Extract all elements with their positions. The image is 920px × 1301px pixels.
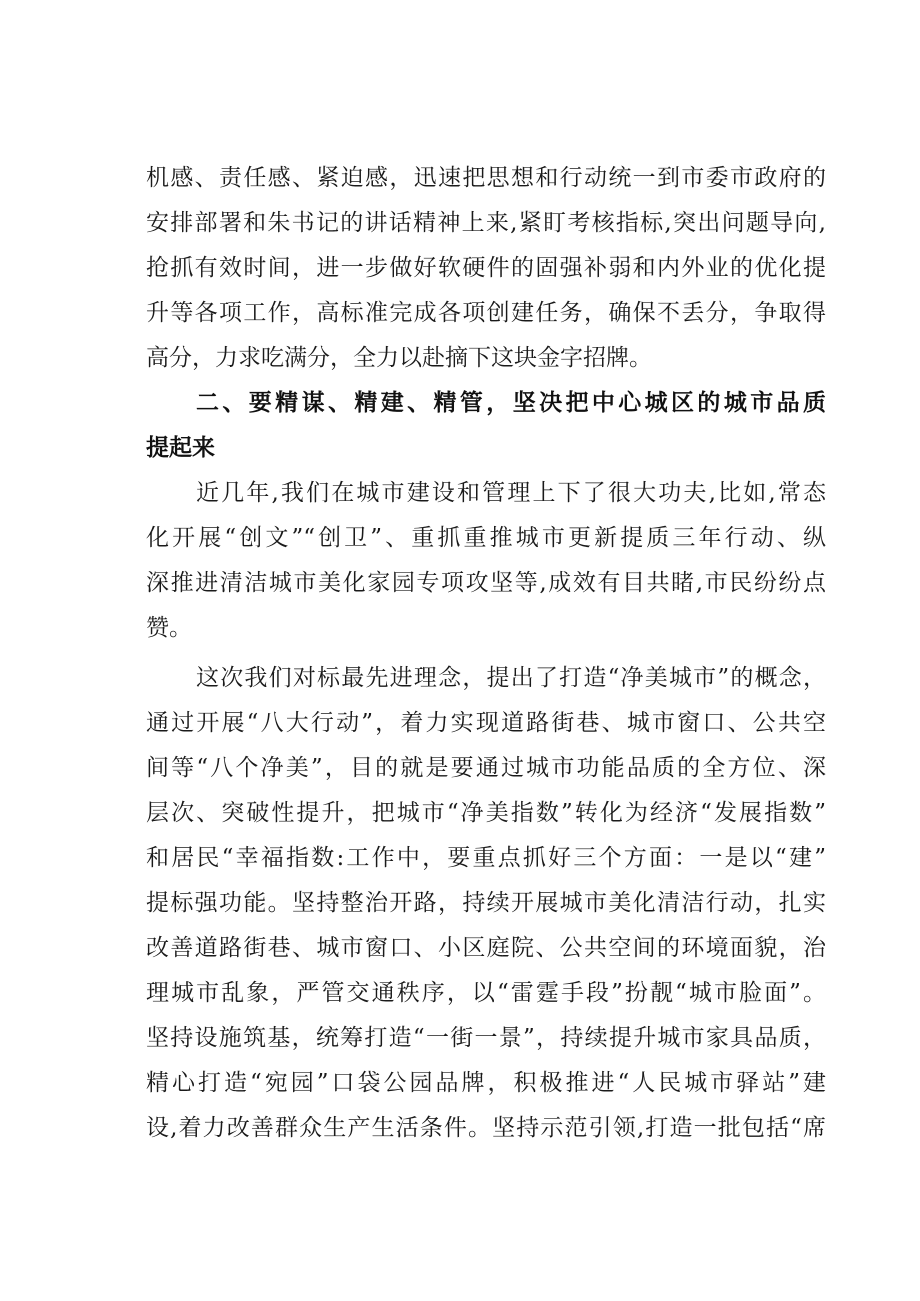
- body-text-line: 和居民“幸福指数:工作中，要重点抓好三个方面：一是以“建”: [146, 845, 826, 871]
- body-text-line: 近几年,我们在城市建设和管理上下了很大功夫,比如,常态: [196, 480, 826, 506]
- body-text-line: 提标强功能。坚持整治开路，持续开展城市美化清洁行动，扎实: [146, 890, 826, 916]
- body-text-line: 赞。: [146, 615, 192, 641]
- body-text-line: 间等“八个净美”，目的就是要通过城市功能品质的全方位、深: [146, 755, 826, 781]
- body-text-line: 抢抓有效时间，进一步做好软硬件的固强补弱和内外业的优化提: [146, 255, 826, 281]
- body-text-line: 通过开展“八大行动”，着力实现道路街巷、城市窗口、公共空: [146, 710, 826, 736]
- body-text-line: 理城市乱象，严管交通秩序，以“雷霆手段”扮靓“城市脸面”。: [146, 980, 826, 1006]
- body-text-line: 高分，力求吃满分，全力以赴摘下这块金字招牌。: [146, 345, 652, 371]
- body-text-line: 安排部署和朱书记的讲话精神上来,紧盯考核指标,突出问题导向,: [146, 210, 826, 236]
- body-text-line: 这次我们对标最先进理念，提出了打造“净美城市”的概念，: [196, 665, 826, 691]
- body-text-line: 坚持设施筑基，统筹打造“一街一景”，持续提升城市家具品质，: [146, 1025, 826, 1051]
- body-text-line: 升等各项工作，高标准完成各项创建任务，确保不丢分，争取得: [146, 300, 826, 326]
- body-text-line: 机感、责任感、紧迫感，迅速把思想和行动统一到市委市政府的: [146, 165, 826, 191]
- body-text-line: 改善道路街巷、城市窗口、小区庭院、公共空间的环境面貌，治: [146, 935, 826, 961]
- body-text-line: 化开展“创文”“创卫”、重抓重推城市更新提质三年行动、纵: [146, 525, 826, 551]
- body-text-line: 层次、突破性提升，把城市“净美指数”转化为经济“发展指数”: [146, 800, 826, 826]
- body-text-line: 设,着力改善群众生产生活条件。坚持示范引领,打造一批包括“席: [146, 1115, 826, 1141]
- section-heading: 二、要精谋、精建、精管，坚决把中心城区的城市品质: [196, 390, 826, 416]
- section-heading: 提起来: [146, 435, 215, 461]
- body-text-line: 深推进清洁城市美化家园专项攻坚等,成效有目共睹,市民纷纷点: [146, 570, 826, 596]
- body-text-line: 精心打造“宛园”口袋公园品牌，积极推进“人民城市驿站”建: [146, 1070, 826, 1096]
